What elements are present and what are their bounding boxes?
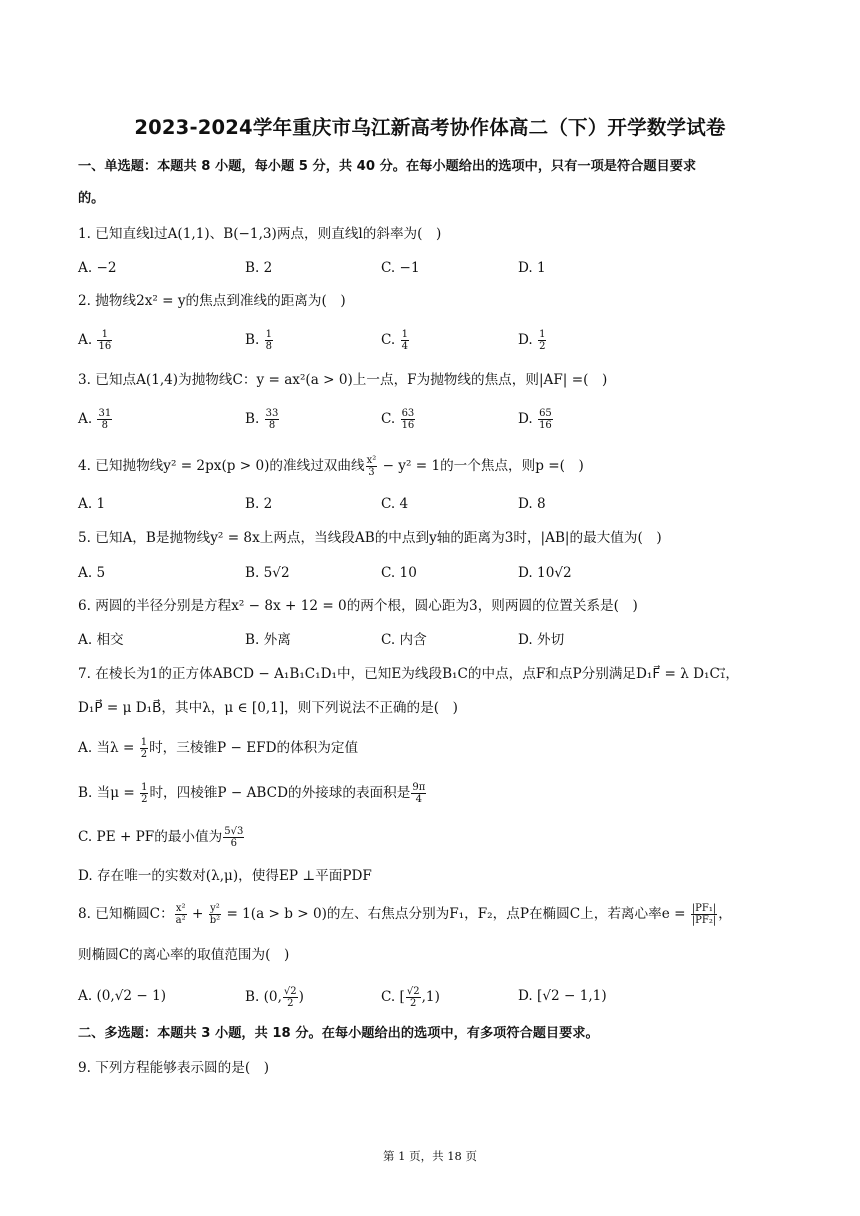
question-5-option-c: C. 10 [381,565,417,581]
question-2-stem: 2. 抛物线2x² = y的焦点到准线的距离为( ) [78,293,346,309]
section1-heading: 一、单选题：本题共 8 小题，每小题 5 分，共 40 分。在每小题给出的选项中，只有一项是符合题目要求 [78,159,697,174]
exam-title: 2023-2024学年重庆市乌江新高考协作体高二（下）开学数学试卷 [134,116,726,139]
question-6-option-b: B. 外离 [245,632,291,648]
question-6-option-a: A. 相交 [78,632,124,648]
question-8-option-c: C. [ $\frac{√2}{2}$ ,1) [381,986,440,1009]
question-7-option-d: D. 存在唯一的实数对(λ,μ)，使得EP ⊥平面PDF [78,868,372,884]
section2-heading: 二、多选题：本题共 3 小题，共 18 分。在每小题给出的选项中，有多项符合题目要求。 [78,1026,599,1041]
question-7-option-c: C. PE + PF的最小值为 $\frac{5√3}{6}$ [78,826,244,849]
question-8-stem-cont: 则椭圆C的离心率的取值范围为( ) [78,947,290,963]
question-2-option-d: D. $\frac{1}{2}$ [518,329,546,352]
question-2-option-a: A. $\frac{1}{16}$ [78,329,112,352]
question-5-stem: 5. 已知A，B是抛物线y² = 8x上两点，当线段AB的中点到y轴的距离为3时，|AB|的最大值为( ) [78,530,662,546]
question-1-option-d: D. 1 [518,260,546,276]
question-4-option-c: C. 4 [381,496,409,512]
question-8-stem: 8. 已知椭圆C： $\frac{\text{x²}}{\text{a²}}$ + $\frac{\text{y²}}{\text{b²}}$ = 1(a > b > 0)的左、右焦点分别为F₁，F₂，点P在椭圆C上，若离心率e = $\frac{\text{|PF₁|}}{\text{|PF₂|}}$ ， [78,903,732,926]
page-footer: 第 1 页，共 18 页 [382,1149,478,1163]
question-1-option-b: B. 2 [245,260,273,276]
question-5-option-b: B. 5√2 [245,565,290,581]
question-6-stem: 6. 两圆的半径分别是方程x² − 8x + 12 = 0的两个根，圆心距为3，则两圆的位置关系是( ) [78,598,638,614]
question-9-stem: 9. 下列方程能够表示圆的是( ) [78,1060,270,1076]
question-2-option-b: B. $\frac{1}{8}$ [245,329,273,352]
section1-heading-cont: 的。 [78,191,105,206]
question-4-option-d: D. 8 [518,496,546,512]
question-5-option-d: D. 10√2 [518,565,572,581]
question-6-option-c: C. 内含 [381,632,427,648]
question-8-option-a: A. (0,√2 − 1) [78,988,167,1004]
question-4-stem: 4. 已知抛物线y² = 2px(p > 0)的准线过双曲线 $\frac{\text{x²}}{3}$ − y² = 1的一个焦点，则p =( ) [78,455,584,478]
question-1-option-a: A. −2 [78,260,117,276]
question-7-option-b: B. 当μ = $\frac{1}{2}$ 时，四棱锥P − ABCD的外接球的表面积是 $\frac{9\pi}{4}$ [78,782,426,805]
question-3-option-b: B. $\frac{33}{8}$ [245,408,279,431]
question-1-stem: 1. 已知直线l过A(1,1)、B(−1,3)两点，则直线l的斜率为( ) [78,226,442,242]
question-2-option-c: C. $\frac{1}{4}$ [381,329,408,352]
question-1-option-c: C. −1 [381,260,420,276]
question-7-stem: 7. 在棱长为1的正方体ABCD − A₁B₁C₁D₁中，已知E为线段B₁C的中点，点F和点P分别满足D₁F⃗ = λ D₁C₁⃗， [78,666,739,682]
question-8-option-d: D. [√2 − 1,1) [518,988,607,1004]
question-7-stem-cont: D₁P⃗ = μ D₁B⃗，其中λ，μ ∈ [0,1]，则下列说法不正确的是( ) [78,700,458,716]
question-3-option-d: D. $\frac{65}{16}$ [518,408,552,431]
question-3-option-a: A. $\frac{31}{8}$ [78,408,112,431]
question-3-option-c: C. $\frac{63}{16}$ [381,408,415,431]
question-3-stem: 3. 已知点A(1,4)为抛物线C：y = ax²(a > 0)上一点，F为抛物线的焦点，则|AF| =( ) [78,372,608,388]
question-8-option-b: B. (0, $\frac{√2}{2}$ ) [245,986,304,1009]
question-4-option-b: B. 2 [245,496,273,512]
question-4-option-a: A. 1 [78,496,106,512]
question-7-option-a: A. 当λ = $\frac{1}{2}$ 时，三棱锥P − EFD的体积为定值 [78,737,359,760]
question-5-option-a: A. 5 [78,565,106,581]
question-6-option-d: D. 外切 [518,632,565,648]
